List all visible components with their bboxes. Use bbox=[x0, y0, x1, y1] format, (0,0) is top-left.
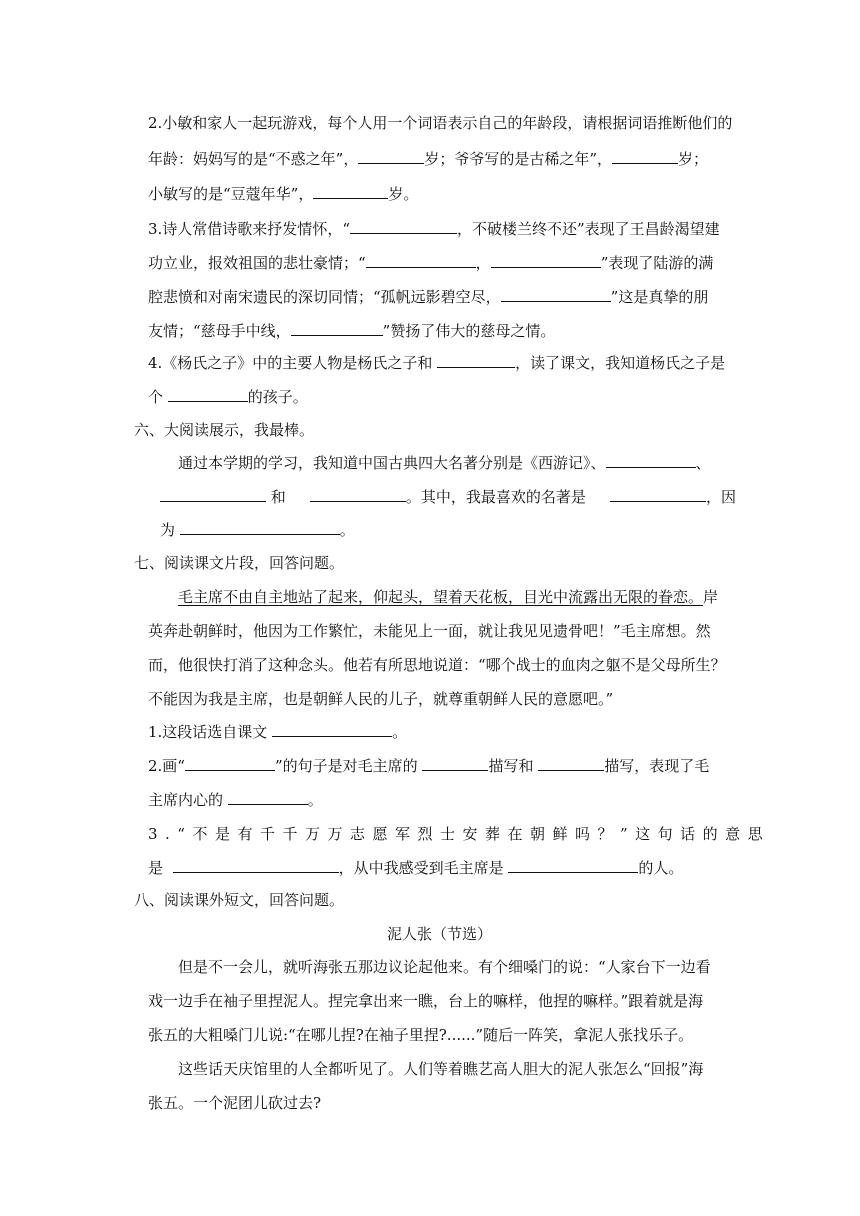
text: 为 bbox=[160, 521, 176, 539]
q5-item3-line3 bbox=[148, 287, 708, 307]
text: 的孩子。 bbox=[247, 388, 308, 406]
answer-blank[interactable] bbox=[538, 756, 604, 771]
q7-passage-line4: 不能因为我是主席，也是朝鲜人民的儿子，就尊重朝鲜人民的意愿吧。” bbox=[148, 690, 614, 708]
text: 岁； bbox=[678, 150, 709, 168]
section-6-heading: 六、大阅读展示，我最棒。 bbox=[134, 421, 315, 439]
text: 是 bbox=[148, 859, 164, 877]
text: 友情；“慈母手中线， bbox=[148, 322, 291, 340]
text: 主席内心的 bbox=[148, 791, 224, 809]
text: 。 bbox=[392, 723, 408, 741]
text: 通过本学期的学习，我知道中国古典四大名著分别是《西游记》、 bbox=[178, 454, 606, 472]
answer-blank[interactable] bbox=[366, 253, 476, 268]
underlined-sentence: 毛主席不由自主地站了起来，仰起头，望着天花板，目光中流露出无限的眷恋。 bbox=[178, 588, 704, 606]
q5-item4-line1 bbox=[148, 353, 725, 373]
q7-question2-line1 bbox=[148, 756, 709, 776]
text: 腔悲愤和对南宋遗民的深切同情；“孤帆远影碧空尽， bbox=[148, 288, 501, 306]
text: 描写和 bbox=[488, 757, 534, 775]
answer-blank[interactable] bbox=[173, 858, 339, 873]
q7-passage-line1 bbox=[178, 587, 718, 607]
answer-blank[interactable] bbox=[422, 756, 488, 771]
answer-blank[interactable] bbox=[350, 219, 457, 234]
answer-blank[interactable] bbox=[358, 149, 424, 164]
text: ，读了课文，我知道杨氏之子是 bbox=[515, 354, 726, 372]
q6-line1 bbox=[178, 453, 711, 473]
q5-item3-line4 bbox=[148, 321, 555, 341]
answer-blank[interactable] bbox=[508, 858, 638, 873]
section-8-heading: 八、阅读课外短文，回答问题。 bbox=[134, 891, 345, 909]
section-7-heading: 七、阅读课文片段，回答问题。 bbox=[134, 554, 345, 572]
answer-blank[interactable] bbox=[437, 353, 515, 368]
text: 岸 bbox=[703, 588, 719, 606]
q6-line2 bbox=[160, 487, 736, 507]
q5-item4-line2 bbox=[148, 387, 308, 407]
q7-question3-line2 bbox=[148, 858, 683, 878]
q5-item2-line1: 2.小敏和家人一起玩游戏，每个人用一个词语表示自己的年龄段，请根据词语推断他们的 bbox=[148, 114, 733, 132]
text: 。 bbox=[307, 791, 323, 809]
text: 1.这段话选自课文 bbox=[148, 723, 268, 741]
q7-question2-line2 bbox=[148, 790, 323, 810]
text: 。其中，我最喜欢的名著是 bbox=[405, 488, 586, 506]
q5-item3-line1 bbox=[148, 219, 720, 239]
answer-blank[interactable] bbox=[313, 184, 388, 199]
text: 3.诗人常借诗歌来抒发情怀，“ bbox=[148, 220, 350, 238]
answer-blank[interactable] bbox=[272, 722, 392, 737]
text: 、 bbox=[695, 454, 711, 472]
q7-passage-line2: 英奔赴朝鲜时，他因为工作繁忙，未能见上一面，就让我见见遗骨吧！”毛主席想。然 bbox=[148, 622, 711, 640]
answer-blank[interactable] bbox=[291, 321, 383, 336]
text: ，因 bbox=[705, 488, 736, 506]
answer-blank[interactable] bbox=[610, 487, 706, 502]
text: 小敏写的是“豆蔻年华”， bbox=[148, 185, 314, 203]
answer-blank[interactable] bbox=[160, 487, 266, 502]
text: ”这是真挚的朋 bbox=[610, 288, 709, 306]
text: ”赞扬了伟大的慈母之情。 bbox=[382, 322, 556, 340]
q7-passage-line3: 而，他很快打消了这种念头。他若有所思地说道：“哪个战士的血肉之躯不是父母所生？ bbox=[148, 656, 726, 674]
text: 功立业，报效祖国的悲壮豪情；“ bbox=[148, 254, 366, 272]
answer-blank[interactable] bbox=[180, 520, 340, 535]
text: 描写，表现了毛 bbox=[604, 757, 710, 775]
q7-question3-line1: 3.“不是有千千万万志愿军烈士安葬在朝鲜吗？”这句话的意思 bbox=[148, 825, 771, 843]
passage-title: 泥人张（节选） bbox=[387, 925, 493, 943]
answer-blank[interactable] bbox=[606, 453, 696, 468]
text: ，从中我感受到毛主席是 bbox=[338, 859, 504, 877]
answer-blank[interactable] bbox=[612, 149, 678, 164]
answer-blank[interactable] bbox=[310, 487, 406, 502]
q8-passage-line4: 这些话天庆馆里的人全都听见了。人们等着瞧艺高人胆大的泥人张怎么“回报”海 bbox=[178, 1060, 704, 1078]
q8-passage-line5: 张五。一个泥团儿砍过去? bbox=[148, 1094, 322, 1112]
q5-item3-line2 bbox=[148, 253, 713, 273]
answer-blank[interactable] bbox=[168, 387, 248, 402]
text: 岁；爷爷写的是古稀之年”， bbox=[424, 150, 613, 168]
q5-item2-line2 bbox=[148, 149, 708, 169]
q5-item2-line3 bbox=[148, 184, 418, 204]
text: 和 bbox=[270, 488, 286, 506]
text: ”表现了陆游的满 bbox=[600, 254, 714, 272]
answer-blank[interactable] bbox=[185, 756, 275, 771]
text: 。 bbox=[339, 521, 355, 539]
text: 岁。 bbox=[388, 185, 419, 203]
q8-passage-line2: 戏一边手在袖子里捏泥人。捏完拿出来一瞧，台上的嘛样，他捏的嘛样。”跟着就是海 bbox=[148, 992, 704, 1010]
answer-blank[interactable] bbox=[501, 287, 611, 302]
text: 年龄：妈妈写的是“不惑之年”， bbox=[148, 150, 359, 168]
text: 个 bbox=[148, 388, 164, 406]
answer-blank[interactable] bbox=[228, 790, 308, 805]
q8-passage-line1: 但是不一会儿，就听海张五那边议论起他来。有个细嗓门的说：“人家台下一边看 bbox=[178, 958, 711, 976]
text: 2.画“ bbox=[148, 757, 185, 775]
text: 的人。 bbox=[638, 859, 684, 877]
answer-blank[interactable] bbox=[491, 253, 601, 268]
text: ，不破楼兰终不还”表现了王昌龄渴望建 bbox=[456, 220, 720, 238]
q8-passage-line3: 张五的大粗嗓门儿说:“在哪儿捏?在袖子里捏?......”随后一阵笑，拿泥人张找乐子。 bbox=[148, 1026, 694, 1044]
q7-question1 bbox=[148, 722, 407, 742]
text: 4.《杨氏之子》中的主要人物是杨氏之子和 bbox=[148, 354, 433, 372]
text: ”的句子是对毛主席的 bbox=[274, 757, 418, 775]
text: ， bbox=[475, 254, 491, 272]
q6-line3 bbox=[160, 520, 355, 540]
